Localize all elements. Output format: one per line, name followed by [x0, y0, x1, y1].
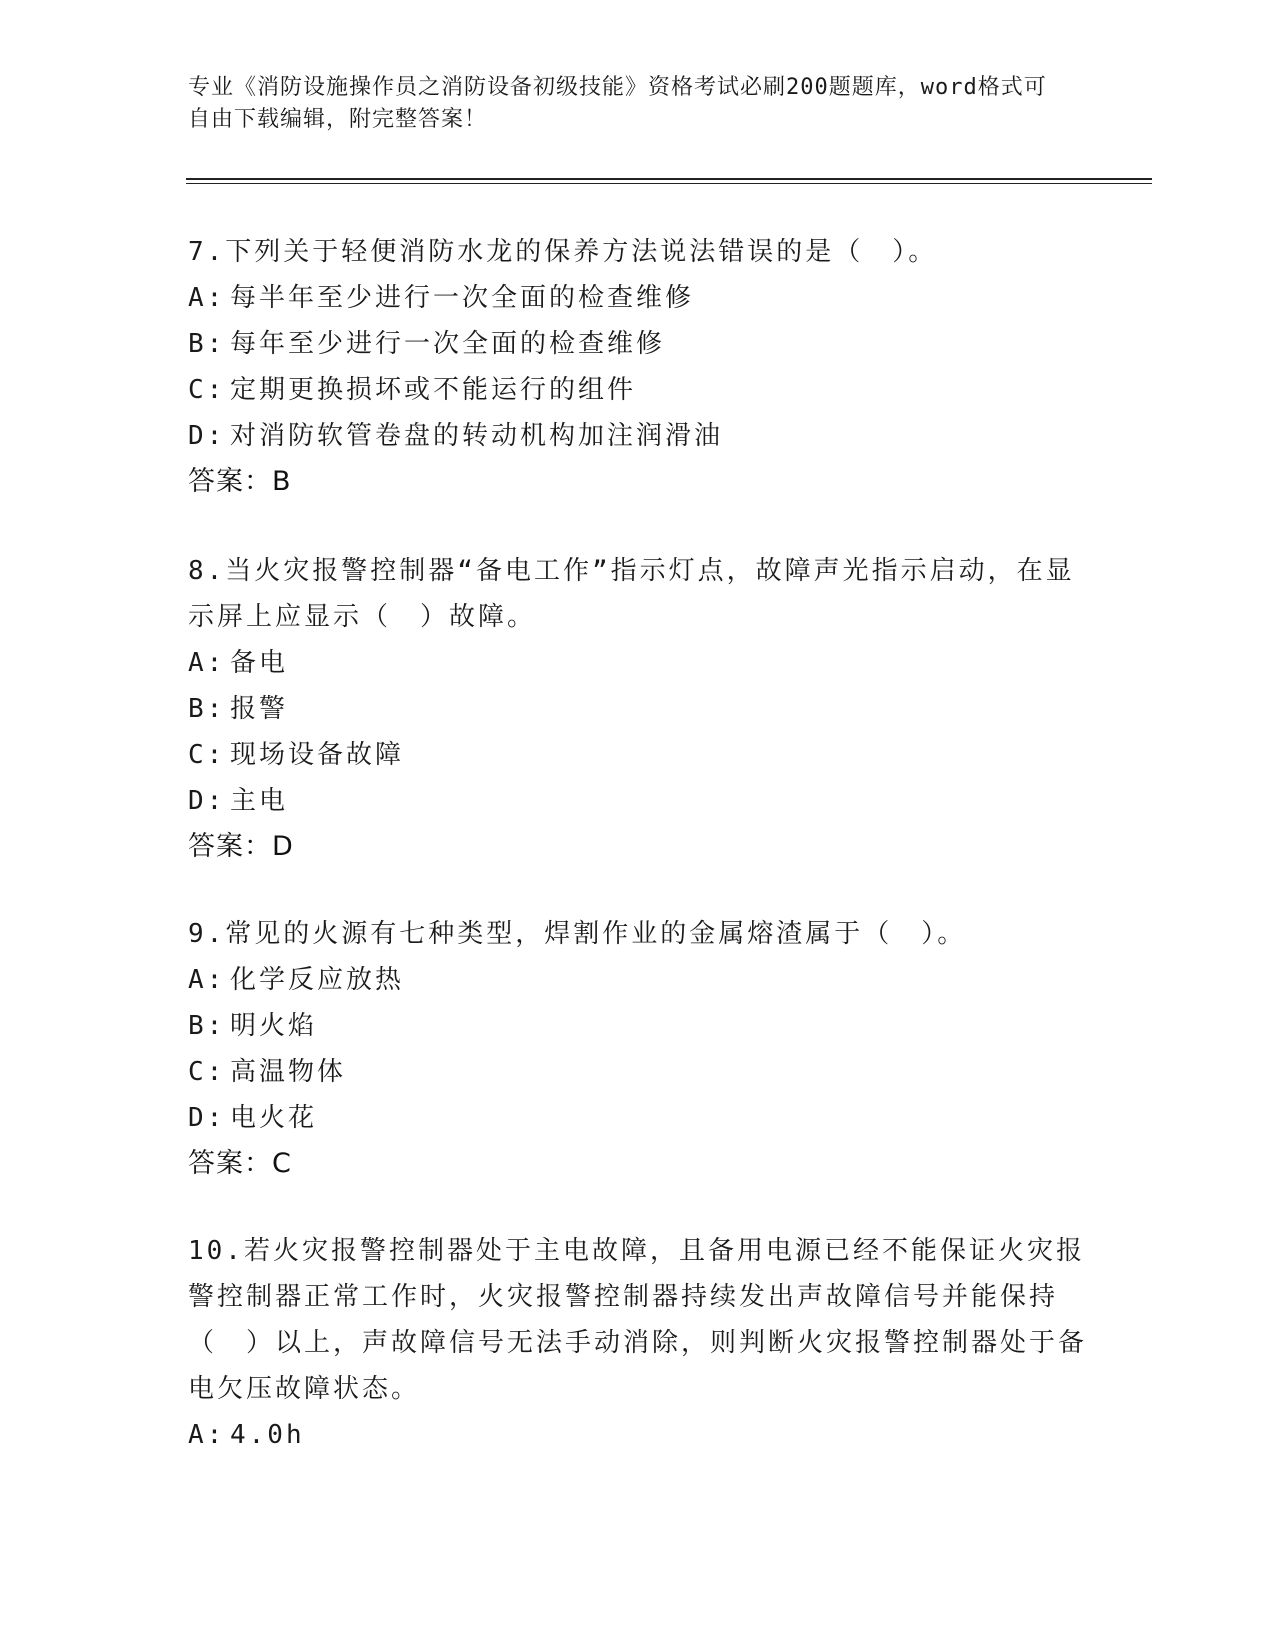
option-a: A: 备电 — [188, 648, 289, 678]
option-a: A: 化学反应放热 — [188, 965, 405, 995]
option-d: D: 对消防软管卷盘的转动机构加注润滑油 — [188, 421, 724, 451]
option-b: B: 明火焰 — [188, 1011, 318, 1041]
question-stem: 8.当火灾报警控制器“备电工作”指示灯点，故障声光指示启动，在显示屏上应显示（ ）故障。 — [188, 556, 1075, 632]
answer: 答案：B — [188, 466, 292, 497]
option-a: A: 4.0h — [188, 1420, 305, 1450]
question-stem: 10.若火灾报警控制器处于主电故障，且备用电源已经不能保证火灾报警控制器正常工作时，火灾报警控制器持续发出声故障信号并能保持（ ）以上，声故障信号无法手动消除，则判断火灾报警控制器处于备电欠压故障状态。 — [188, 1236, 1088, 1404]
option-c: C: 高温物体 — [188, 1057, 347, 1087]
question-10 — [188, 1228, 1088, 1458]
option-a: A: 每半年至少进行一次全面的检查维修 — [188, 283, 695, 313]
option-b: B: 每年至少进行一次全面的检查维修 — [188, 329, 666, 359]
question-stem: 9.常见的火源有七种类型，焊割作业的金属熔渣属于（ ）。 — [188, 919, 967, 949]
document-header: 专业《消防设施操作员之消防设备初级技能》资格考试必刷200题题库，word格式可自由下载编辑，附完整答案！ — [188, 75, 1047, 132]
header-divider — [186, 178, 1152, 180]
question-9 — [188, 911, 1088, 1187]
header-divider-thin — [186, 183, 1152, 184]
option-c: C: 定期更换损坏或不能运行的组件 — [188, 375, 637, 405]
option-c: C: 现场设备故障 — [188, 740, 405, 770]
question-7 — [188, 229, 1088, 505]
option-d: D: 主电 — [188, 786, 289, 816]
option-b: B: 报警 — [188, 694, 289, 724]
question-8 — [188, 548, 1088, 870]
option-d: D: 电火花 — [188, 1103, 318, 1133]
answer: 答案：D — [188, 831, 294, 862]
question-stem: 7.下列关于轻便消防水龙的保养方法说法错误的是（ ）。 — [188, 237, 938, 267]
answer: 答案：C — [188, 1148, 292, 1179]
